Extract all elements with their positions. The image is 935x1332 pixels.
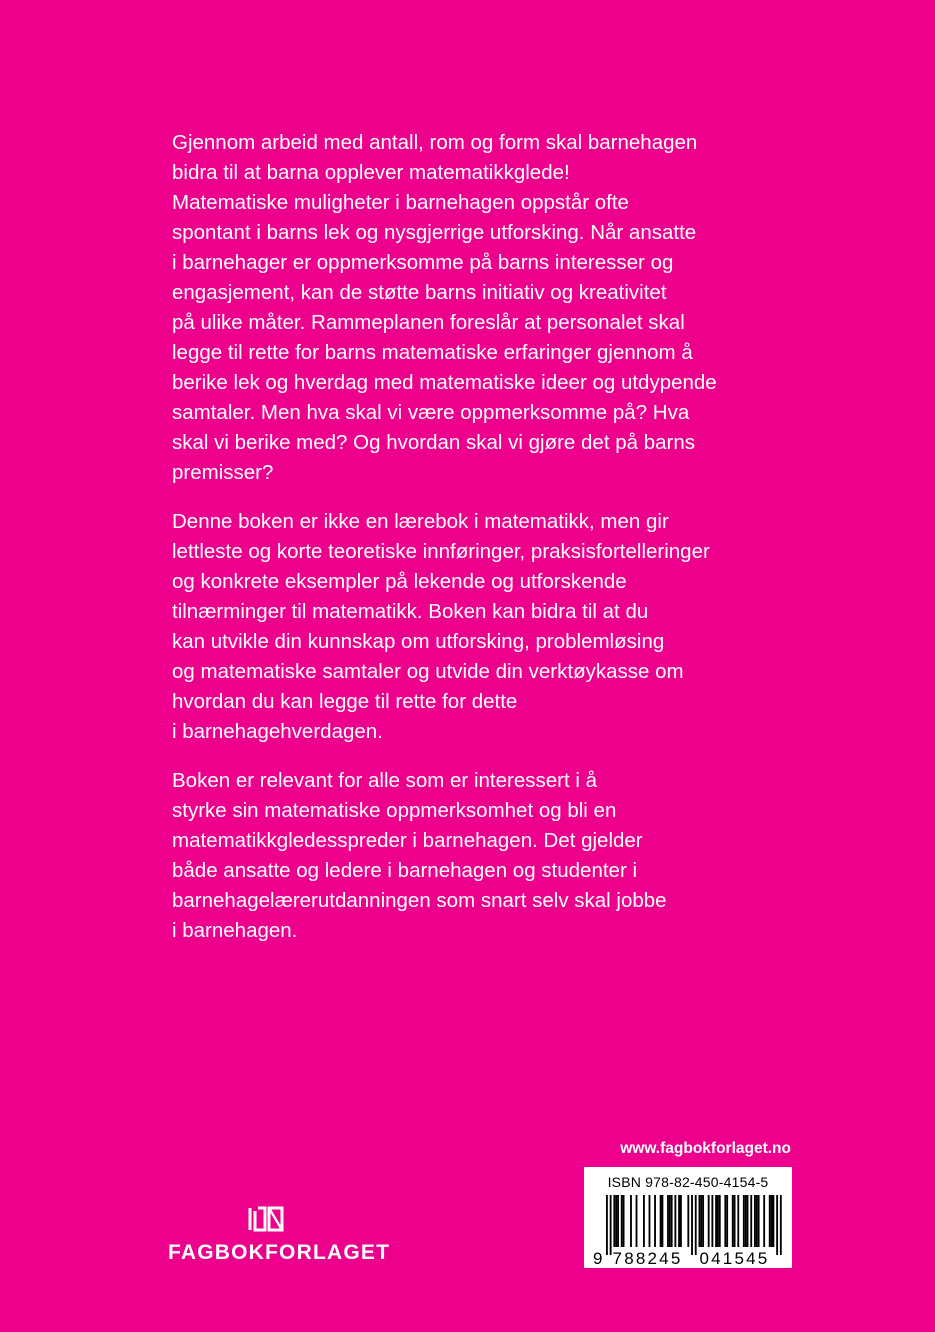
barcode-bar	[776, 1195, 778, 1255]
barcode-bar	[695, 1195, 697, 1255]
blurb-paragraph-3: Boken er relevant for alle som er interessert i å styrke sin matematiske oppmerksomhet og bli en matematikkgledesspreder i barnehagen. Det gjelder både ansatte og ledere i barnehagen og studenter i barnehagelærerutdanningen som snart selv skal jobbe i barnehagen.	[172, 769, 667, 942]
barcode-bar	[769, 1195, 771, 1247]
barcode-bar	[702, 1195, 704, 1247]
barcode-bar	[649, 1195, 651, 1247]
isbn-barcode	[584, 1167, 792, 1268]
barcode-bar	[737, 1195, 739, 1247]
barcode-bar	[717, 1195, 719, 1247]
barcode-bar	[643, 1195, 645, 1247]
barcode-bar	[726, 1195, 728, 1247]
publisher-name: FAGBOKFORLAGET	[168, 1241, 391, 1264]
barcode-bar	[660, 1195, 662, 1247]
barcode-bar	[667, 1195, 669, 1247]
back-cover-blurb	[172, 128, 772, 965]
blurb-paragraph-1: Gjennom arbeid med antall, rom og form skal barnehagen bidra til at barna opplever matematikkglede! Matematiske muligheter i barnehagen oppstår ofte spontant i barns lek og nysgjerrige utforsking. Når ansatte i barnehager er oppmerksomme på barns interesser og engasjement, kan de støtte barns initiativ og kreativitet på ulike måter. Rammeplanen foreslår at personalet skal legge til rette for barns matematiske erfaringer gjennom å berike lek og hverdag med matematiske ideer og utdypende samtaler. Men hva skal vi være oppmerksomme på? Hva skal vi berike med? Og hvordan skal vi gjøre det på barns premisser?	[172, 131, 717, 484]
barcode-bar	[678, 1195, 680, 1247]
barcode-bar	[773, 1195, 775, 1247]
barcode-digits-left: 788245	[612, 1249, 683, 1265]
barcode-bar	[613, 1195, 615, 1247]
barcode-bar	[724, 1195, 726, 1247]
barcode-bar	[636, 1195, 638, 1247]
barcode-bar	[615, 1195, 617, 1247]
blurb-paragraph-2: Denne boken er ikke en lærebok i matematikk, men gir lettleste og korte teoretiske innføringer, praksisfortelleringer og konkrete eksempler på lekende og utforskende tilnærminger til matematikk. Boken kan bidra til at du kan utvikle din kunnskap om utforsking, problemløsing og matematiske samtaler og utvide din verktøykasse om hvordan du kan legge til rette for dette i barnehagehverdagen.	[172, 510, 710, 743]
barcode-bar	[654, 1195, 656, 1247]
barcode-bar	[700, 1195, 702, 1247]
barcode-bar	[719, 1195, 721, 1247]
barcode-bar	[771, 1195, 773, 1247]
barcode-bar	[715, 1195, 717, 1247]
barcode-bar	[623, 1195, 625, 1247]
barcode-bar	[699, 1195, 701, 1247]
barcode-bar	[750, 1195, 752, 1247]
barcode-bar	[691, 1195, 693, 1255]
barcode-bar	[711, 1195, 713, 1247]
barcode-bar	[763, 1195, 765, 1247]
barcode-bar	[708, 1195, 710, 1247]
barcode-bar	[756, 1195, 758, 1247]
barcode-bar	[617, 1195, 619, 1247]
barcode-bar	[780, 1195, 782, 1255]
publisher-logo	[168, 1205, 391, 1265]
barcode-bar	[743, 1195, 745, 1247]
barcode-bar	[610, 1195, 612, 1255]
barcode-bar	[687, 1195, 689, 1247]
barcode-bar	[680, 1195, 682, 1247]
barcode-bar	[734, 1195, 736, 1247]
barcode-bar	[732, 1195, 734, 1247]
isbn-label: ISBN 978-82-450-4154-5	[607, 1174, 769, 1190]
barcode-bar	[671, 1195, 673, 1247]
barcode-bar	[747, 1195, 749, 1247]
barcode-graphic	[592, 1195, 784, 1265]
barcode-bar	[674, 1195, 676, 1247]
barcode-bar	[745, 1195, 747, 1247]
barcode-digits-right: 041545	[699, 1249, 770, 1265]
barcode-bar	[758, 1195, 760, 1247]
open-book-icon	[246, 1205, 286, 1233]
barcode-bar	[662, 1195, 664, 1247]
barcode-bar	[621, 1195, 623, 1247]
barcode-bar	[754, 1195, 756, 1247]
publisher-url: www.fagbokforlaget.no	[620, 1140, 791, 1157]
barcode-bar	[606, 1195, 608, 1255]
barcode-bar	[669, 1195, 671, 1247]
barcode-bar	[630, 1195, 632, 1247]
barcode-digit-lead: 9	[593, 1249, 605, 1265]
